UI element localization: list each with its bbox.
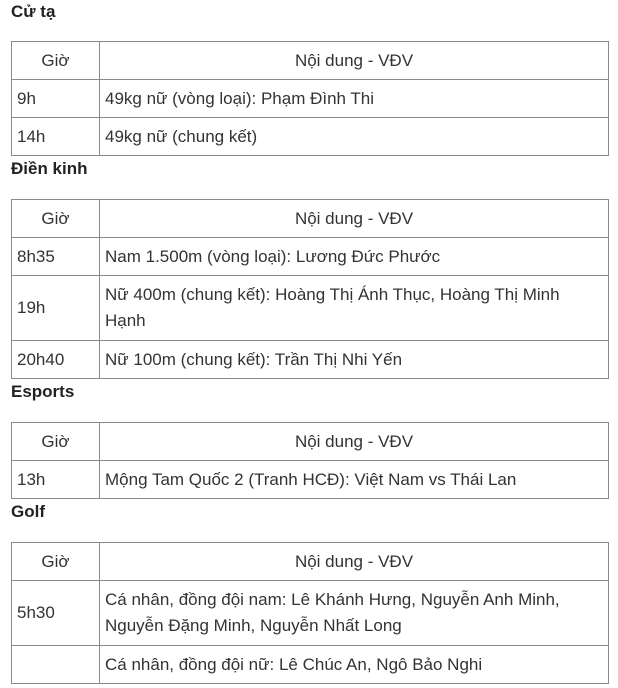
schedule-table-esports [11,422,609,499]
table-header-row [12,200,609,238]
section-title-esports: Esports [11,382,75,401]
table-header-row [12,423,609,461]
cell-time: 20h40 [12,341,100,379]
cell-time: 5h30 [12,581,100,646]
cell-time [12,646,100,684]
column-header-time: Giờ [12,423,100,461]
cell-content: Nữ 400m (chung kết): Hoàng Thị Ánh Thục, Hoàng Thị Minh Hạnh [100,276,609,341]
schedule-table-golf [11,542,609,684]
table-row [12,581,609,646]
table-row [12,276,609,341]
table-row [12,461,609,499]
table-row [12,238,609,276]
schedule-table-athletics [11,199,609,379]
cell-time: 9h [12,80,100,118]
table-row [12,341,609,379]
column-header-content: Nội dung - VĐV [100,423,609,461]
cell-content: Cá nhân, đồng đội nữ: Lê Chúc An, Ngô Bảo Nghi [100,646,609,684]
column-header-time: Giờ [12,543,100,581]
table-row [12,118,609,156]
column-header-content: Nội dung - VĐV [100,42,609,80]
cell-content: Mộng Tam Quốc 2 (Tranh HCĐ): Việt Nam vs Thái Lan [100,461,609,499]
column-header-content: Nội dung - VĐV [100,543,609,581]
section-title-weightlifting: Cử tạ [11,2,56,21]
section-title-golf: Golf [11,502,45,521]
cell-content: 49kg nữ (chung kết) [100,118,609,156]
column-header-time: Giờ [12,200,100,238]
cell-time: 13h [12,461,100,499]
table-header-row [12,543,609,581]
cell-content: 49kg nữ (vòng loại): Phạm Đình Thi [100,80,609,118]
schedule-table-weightlifting [11,41,609,156]
cell-time: 8h35 [12,238,100,276]
cell-content: Nữ 100m (chung kết): Trần Thị Nhi Yến [100,341,609,379]
section-title-athletics: Điền kinh [11,159,88,178]
table-row [12,646,609,684]
table-header-row [12,42,609,80]
cell-content: Cá nhân, đồng đội nam: Lê Khánh Hưng, Nguyễn Anh Minh, Nguyễn Đặng Minh, Nguyễn Nhất Long [100,581,609,646]
column-header-content: Nội dung - VĐV [100,200,609,238]
cell-content: Nam 1.500m (vòng loại): Lương Đức Phước [100,238,609,276]
column-header-time: Giờ [12,42,100,80]
cell-time: 19h [12,276,100,341]
table-row [12,80,609,118]
cell-time: 14h [12,118,100,156]
